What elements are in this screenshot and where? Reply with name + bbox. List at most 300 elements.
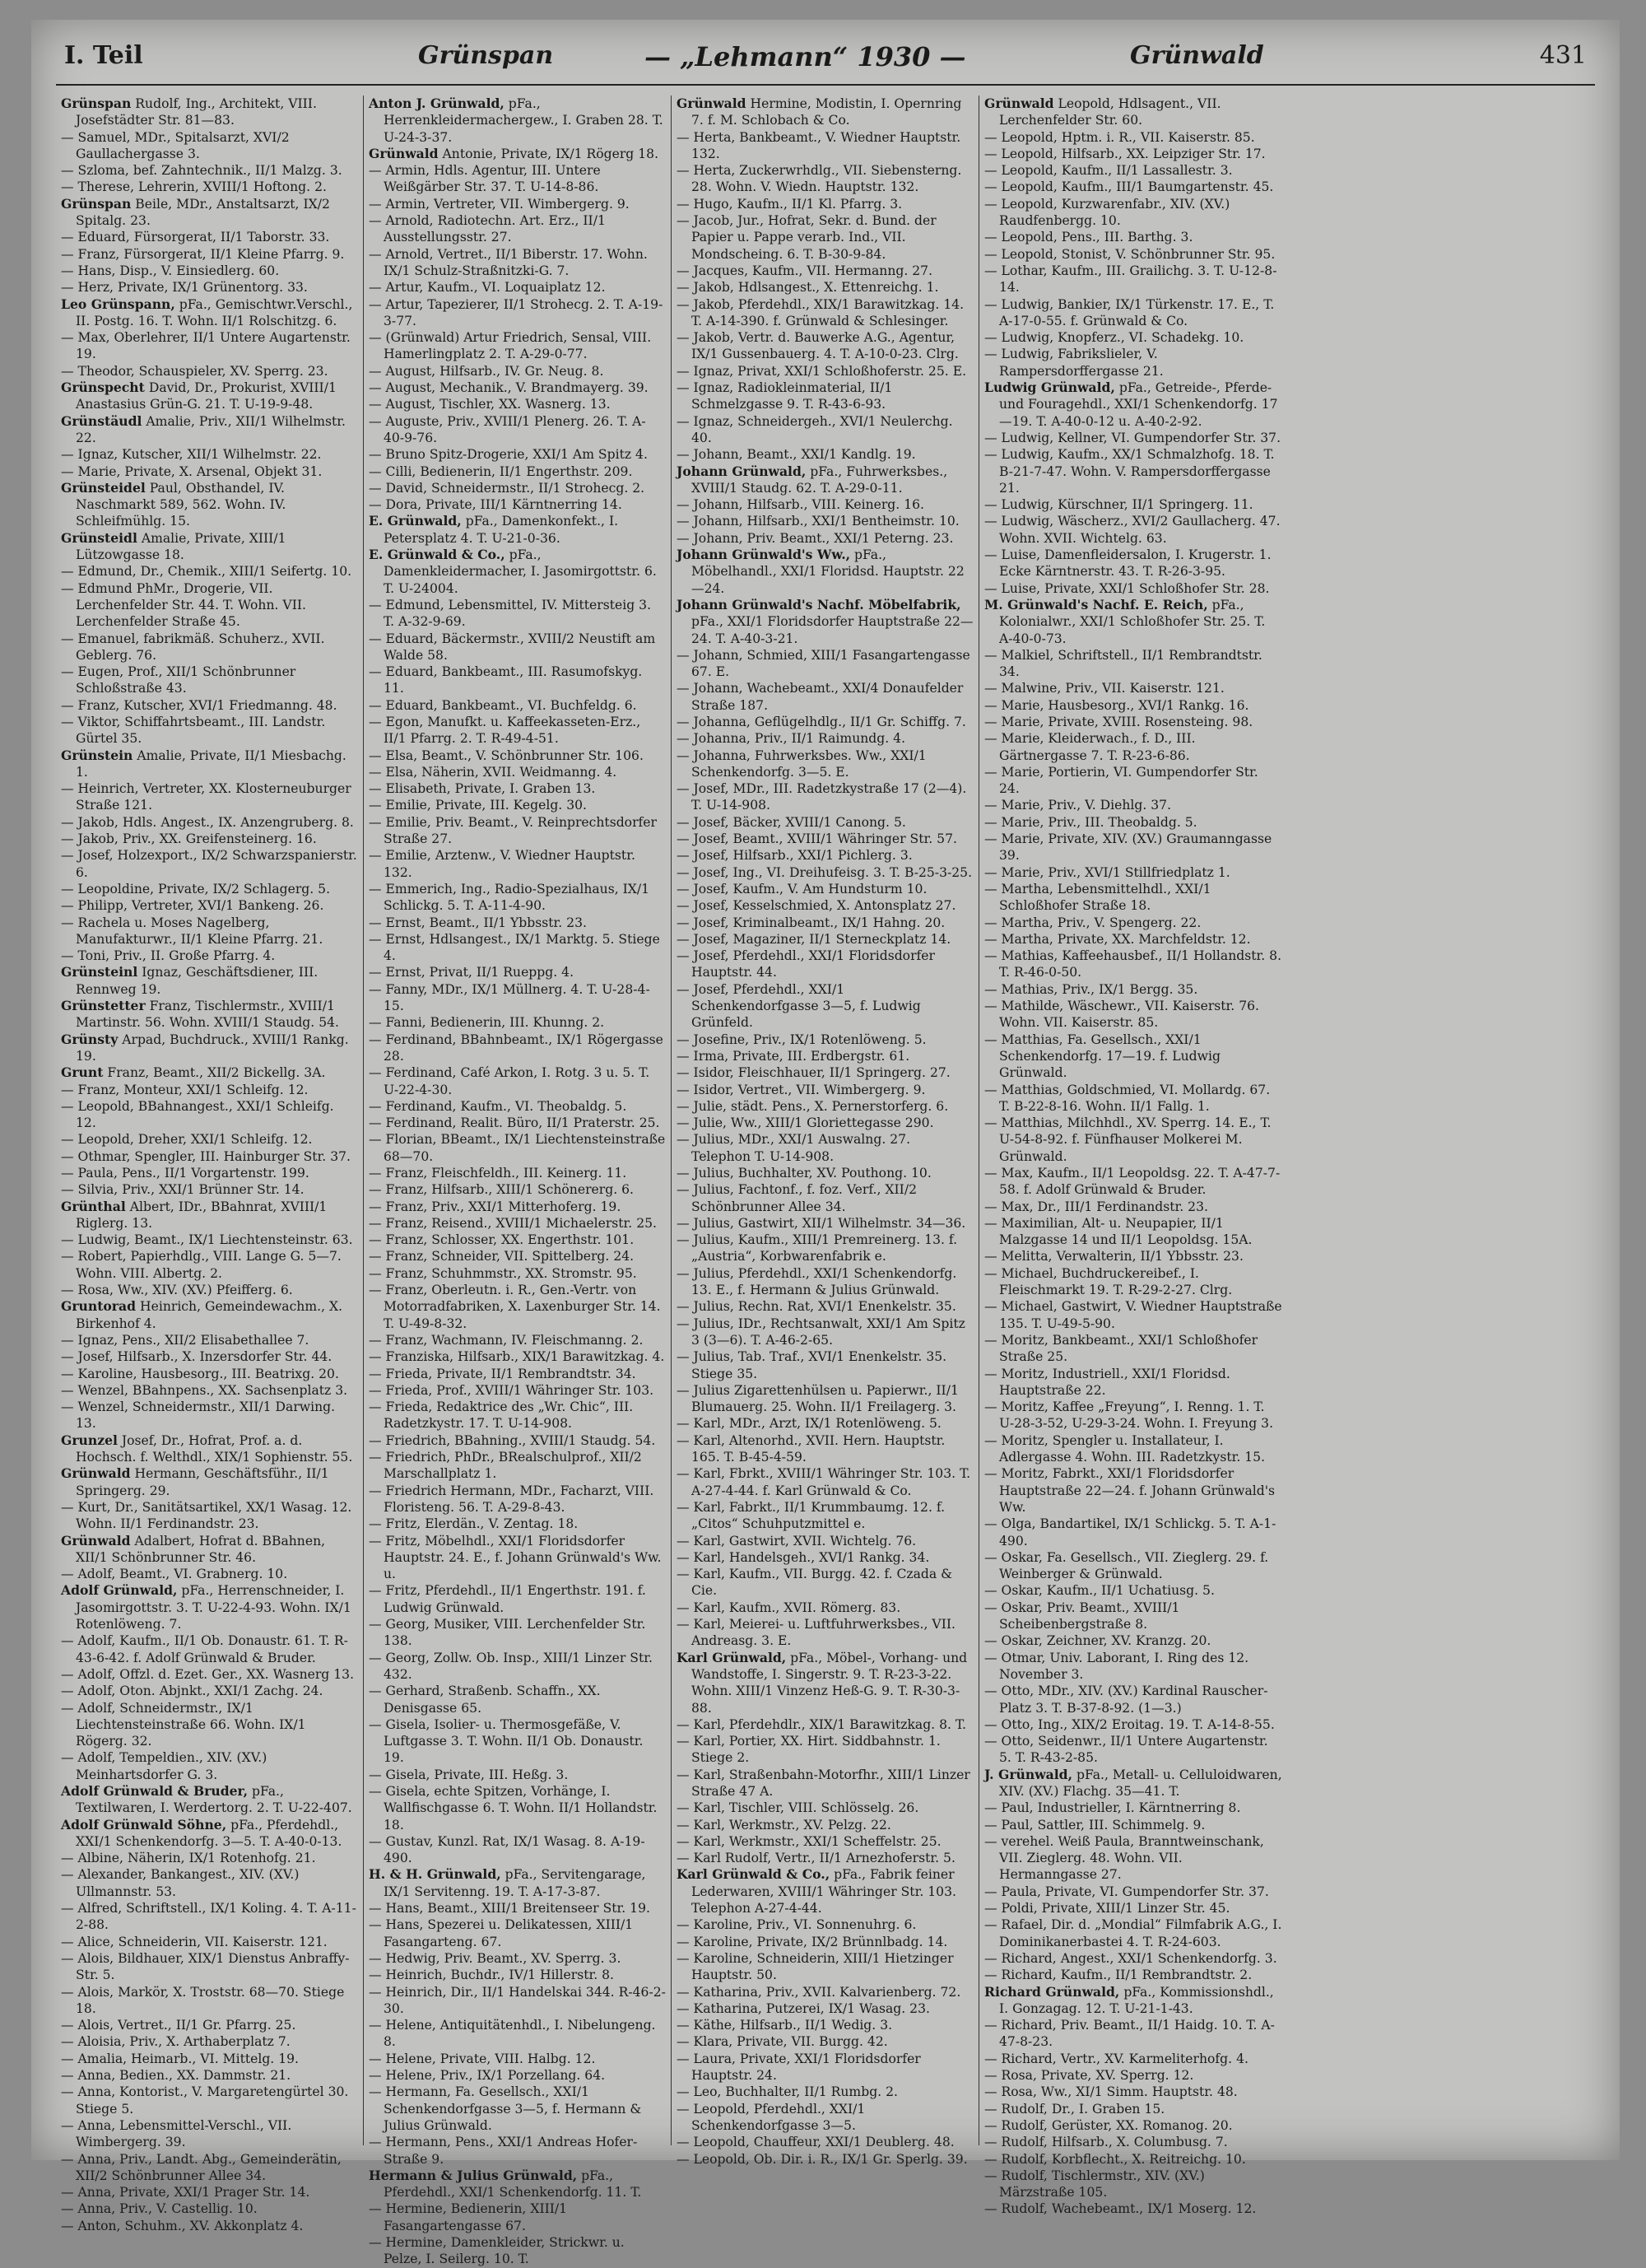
entry-details: — Anna, Priv., V. Castellig. 10. [61, 2201, 258, 2217]
entry-surname: Grünsteidl [61, 529, 137, 546]
entry-details: — Ignaz, Pens., XII/2 Elisabethallee 7. [61, 1332, 309, 1348]
directory-entry [984, 179, 1282, 195]
entry-details: pFa., Möbel-, Vorhang- und Wandstoffe, I. Singerstr. 9. T. R-23-3-22. Wohn. XIII/1 Vinzenz Heß-G. 9. T. R-30-3-88. [691, 1650, 968, 1716]
entry-details: — Marie, Private, XIV. (XV.) Graumanngasse 39. [984, 831, 1272, 864]
entry-details: — Katharina, Putzerei, IX/1 Wasag. 23. [677, 2000, 930, 2016]
entry-details: — Karl, Pferdehdlr., XIX/1 Barawitzkag. 8. T. [677, 1716, 966, 1732]
entry-details: — Georg, Musiker, VIII. Lerchenfelder Str. 138. [369, 1617, 646, 1649]
entry-details: — Franz, Monteur, XXI/1 Schleifg. 12. [61, 1082, 309, 1097]
entry-surname: Richard Grünwald, [984, 1983, 1120, 2000]
directory-entry [677, 1616, 974, 1650]
directory-entry [984, 1884, 1282, 1900]
entry-details: — Gisela, echte Spitzen, Vorhänge, I. Wallfischgasse 6. T. Wohn. II/1 Hollandstr. 18. [369, 1783, 658, 1833]
entry-details: — Ludwig, Fabrikslieler, V. Rampersdorffergasse 21. [984, 347, 1164, 379]
entry-details: — Johanna, Fuhrwerksbes. Ww., XXI/1 Schenkendorfg. 3—5. E. [677, 747, 927, 780]
directory-entry [61, 1282, 358, 1298]
directory-entry [677, 1415, 974, 1432]
directory-entry [984, 1582, 1282, 1599]
entry-details: — Paula, Pens., II/1 Vorgartenstr. 199. [61, 1166, 309, 1181]
directory-entry [369, 1833, 666, 1867]
entry-surname: M. Grünwald's Nachf. E. Reich, [984, 596, 1208, 612]
directory-entry [677, 881, 974, 897]
entry-details: — Fanni, Bedienerin, III. Khunng. 2. [369, 1015, 605, 1031]
directory-entry [61, 363, 358, 380]
entry-details: — Ernst, Privat, II/1 Rueppg. 4. [369, 965, 574, 980]
entry-details: Antonie, Private, IX/1 Rögerg 18. [438, 146, 659, 161]
entry-details: — Jakob, Pferdehdl., XIX/1 Barawitzkag. 14. T. A-14-390. f. Grünwald & Schlesinger. [677, 296, 965, 328]
directory-entry [984, 597, 1282, 647]
entry-surname: Grünstetter [61, 998, 146, 1014]
entry-details: — Isidor, Fleischhauer, II/1 Springerg. 27. [677, 1065, 951, 1081]
entry-surname: Grünsteidel [61, 479, 146, 496]
entry-details: — Leopoldine, Private, IX/2 Schlagerg. 5. [61, 881, 331, 896]
directory-entry [984, 1733, 1282, 1767]
entry-details: pFa., Gemischtwr.Verschl., II. Postg. 16. T. Wohn. II/1 Rolschitzg. 6. [76, 296, 353, 328]
entry-details: — Armin, Vertreter, VII. Wimbergerg. 9. [369, 196, 630, 212]
directory-entry [677, 1767, 974, 1800]
directory-entry [61, 480, 358, 530]
directory-entry [61, 2200, 358, 2217]
directory-entry [677, 162, 974, 196]
directory-entry [984, 2084, 1282, 2100]
entry-details: — Eduard, Bankbeamt., VI. Buchfeldg. 6. [369, 697, 637, 713]
entry-details: — Leopold, Ob. Dir. i. R., IX/1 Gr. Sperlg. 39. [677, 2151, 968, 2167]
directory-entry [369, 2200, 666, 2234]
directory-entry [984, 797, 1282, 813]
entry-details: — Arnold, Radiotechn. Art. Erz., II/1 Ausstellungsstr. 27. [369, 213, 606, 245]
entry-details: — Moritz, Spengler u. Installateur, I. Adlergasse 4. Wohn. III. Radetzkystr. 15. [984, 1432, 1266, 1465]
entry-details: — Eduard, Fürsorgerat, II/1 Taborstr. 33. [61, 230, 330, 245]
entry-details: — Käthe, Hilfsarb., II/1 Wedig. 3. [677, 2018, 893, 2033]
entry-details: — Adolf, Tempeldien., XIV. (XV.) Meinhartsdorfer G. 3. [61, 1750, 267, 1782]
entry-details: — Moritz, Kaffee „Freyung“, I. Renng. 1. T. U-28-3-52, U-29-3-24. Wohn. I. Freyung 3. [984, 1399, 1274, 1432]
entry-details: — Julius, Gastwirt, XII/1 Wilhelmstr. 34—36. [677, 1215, 966, 1231]
entry-surname: Grünwald [984, 95, 1054, 111]
directory-entry [369, 747, 666, 764]
directory-entry [984, 1549, 1282, 1583]
entry-details: pFa., Fabrik feiner Lederwaren, XVIII/1 Währinger Str. 103. Telephon A-27-4-44. [691, 1867, 956, 1916]
entry-details: — August, Tischler, XX. Wasnerg. 13. [369, 397, 611, 412]
entry-details: — Leo, Buchhalter, II/1 Rumbg. 2. [677, 2084, 898, 2100]
directory-entry [677, 2000, 974, 2017]
entry-details: — Alois, Bildhauer, XIX/1 Dienstus Anbraffy-Str. 5. [61, 1950, 350, 1983]
directory-entry [677, 263, 974, 279]
directory-entry [61, 2051, 358, 2067]
entry-details: — Poldi, Private, XIII/1 Linzer Str. 45. [984, 1901, 1230, 1916]
entry-details: Rudolf, Ing., Architekt, VIII. Josefstädter Str. 81—83. [76, 96, 317, 128]
directory-entry [369, 1181, 666, 1198]
entry-details: — Florian, BBeamt., IX/1 Liechtensteinstraße 68—70. [369, 1132, 666, 1164]
entry-details: — Fanny, MDr., IX/1 Müllnerg. 4. T. U-28-4-15. [369, 981, 650, 1014]
directory-entry [984, 1265, 1282, 1299]
entry-details: — Johanna, Priv., II/1 Raimundg. 4. [677, 731, 906, 747]
entry-details: — Ferdinand, Realit. Büro, II/1 Praterstr. 25. [369, 1115, 660, 1131]
directory-entry [984, 513, 1282, 547]
entry-details: — Karl, Fbrkt., XVIII/1 Währinger Str. 103. T. A-27-4-44. f. Karl Grünwald & Co. [677, 1466, 971, 1498]
entry-details: — Karl, MDr., Arzt, IX/1 Rotenlöweng. 5. [677, 1416, 942, 1432]
directory-entry [369, 1265, 666, 1282]
directory-entry [61, 1566, 358, 1582]
entry-details: — Emmerich, Ing., Radio-Spezialhaus, IX/1 Schlickg. 5. T. A-11-4-90. [369, 881, 650, 914]
entry-details: — Frieda, Prof., XVIII/1 Währinger Str. 103. [369, 1382, 654, 1398]
entry-details: — Rudolf, Korbflecht., X. Reitreichg. 10. [984, 2151, 1246, 2167]
directory-entry [984, 1366, 1282, 1399]
directory-entry [984, 1516, 1282, 1549]
directory-entry [61, 2184, 358, 2200]
entry-details: pFa., Kolonialwr., XXI/1 Schloßhofer Str. 25. T. A-40-0-73. [999, 597, 1266, 646]
directory-entry [984, 547, 1282, 580]
entry-details: — Anna, Private, XXI/1 Prager Str. 14. [61, 2185, 310, 2200]
entry-details: — Ignaz, Kutscher, XII/1 Wilhelmstr. 22. [61, 447, 322, 463]
entry-surname: Grünspecht [61, 380, 145, 396]
directory-entry [984, 1900, 1282, 1916]
directory-entry [677, 1265, 974, 1299]
entry-details: — Hans, Spezerei u. Delikatessen, XIII/1 Fasangarteng. 67. [369, 1917, 634, 1949]
entry-details: — Viktor, Schiffahrtsbeamt., III. Landstr. Gürtel 35. [61, 714, 326, 747]
entry-details: — Emilie, Private, III. Kegelg. 30. [369, 798, 588, 813]
directory-entry [677, 1098, 974, 1115]
directory-entry [61, 1199, 358, 1232]
entry-details: — Josef, Pferdehdl., XXI/1 Floridsdorfer Hauptstr. 44. [677, 948, 935, 980]
entry-details: — Oskar, Kaufm., II/1 Uchatiusg. 5. [984, 1583, 1215, 1599]
entry-details: — Ferdinand, Kaufm., VI. Theobaldg. 5. [369, 1098, 627, 1114]
directory-entry [61, 1934, 358, 1950]
directory-entry [677, 1950, 974, 1984]
entry-details: — Katharina, Priv., XVII. Kalvarienberg. 72. [677, 1984, 961, 2000]
entry-details: — Karl, Kaufm., VII. Burgg. 42. f. Czada & Cie. [677, 1567, 953, 1599]
entry-details: — Alfred, Schriftstell., IX/1 Koling. 4. T. A-11-2-88. [61, 1901, 356, 1933]
entry-details: — Friedrich, PhDr., BRealschulprof., XII/2 Marschallplatz 1. [369, 1450, 642, 1482]
directory-entry [984, 446, 1282, 496]
directory-entry [984, 1600, 1282, 1633]
entry-details: — Rosa, Ww., XIV. (XV.) Pfeifferg. 6. [61, 1283, 293, 1298]
directory-entry [61, 2117, 358, 2151]
directory-entry [677, 814, 974, 831]
directory-entry [677, 981, 974, 1032]
directory-entry [369, 146, 666, 162]
entry-details: — Franz, Schlosser, XX. Engerthstr. 101. [369, 1232, 635, 1248]
directory-entry [61, 1032, 358, 1065]
entry-details: — Matthias, Goldschmied, VI. Mollardg. 67. T. B-22-8-16. Wohn. II/1 Fallg. 1. [984, 1082, 1271, 1114]
entry-details: — Herta, Zuckerwrhdlg., VII. Siebensterng. 28. Wohn. V. Wiedn. Hauptstr. 132. [677, 163, 962, 195]
entry-details: pFa., XXI/1 Floridsdorfer Hauptstraße 22—24. T. A-40-3-21. [691, 614, 974, 646]
entry-details: — Elsa, Beamt., V. Schönbrunner Str. 106. [369, 747, 644, 763]
directory-entry [61, 179, 358, 195]
entry-surname: Ludwig Grünwald, [984, 380, 1115, 396]
directory-entry [984, 2117, 1282, 2134]
columns [56, 95, 1595, 2267]
entry-details: — Ignaz, Schneidergeh., XVI/1 Neulerchg. 40. [677, 413, 953, 445]
entry-details: — Rudolf, Hilfsarb., X. Columbusg. 7. [984, 2135, 1228, 2150]
directory-entry [369, 246, 666, 280]
entry-details: — Rudolf, Wachebeamt., IX/1 Moserg. 12. [984, 2201, 1257, 2217]
entry-details: — Otto, Seidenwr., II/1 Untere Augartenstr. 5. T. R-43-2-85. [984, 1734, 1268, 1766]
entry-details: — Matthias, Milchhdl., XV. Sperrg. 14. E., T. U-54-8-92. f. Fünfhauser Molkerei M. Grünwald. [984, 1115, 1272, 1164]
entry-details: — Leopold, Kaufm., III/1 Baumgartenstr. 45. [984, 179, 1274, 195]
entry-details: — Leopold, Kaufm., II/1 Lassallestr. 3. [984, 163, 1233, 179]
column-3 [672, 95, 979, 2167]
directory-entry [984, 915, 1282, 931]
directory-entry [677, 680, 974, 714]
entry-details: — Johann, Schmied, XIII/1 Fasangartengasse 67. E. [677, 647, 970, 680]
directory-entry [61, 1783, 358, 1817]
directory-entry [369, 1683, 666, 1716]
directory-entry [369, 1199, 666, 1215]
directory-entry [61, 129, 358, 163]
entry-details: — Johann, Priv. Beamt., XXI/1 Peterng. 23. [677, 530, 954, 546]
directory-entry [677, 864, 974, 881]
directory-entry [677, 1850, 974, 1866]
entry-details: — Leopold, Stonist, V. Schönbrunner Str. 95. [984, 246, 1276, 262]
directory-entry [369, 1115, 666, 1131]
entry-details: — Hermine, Bedienerin, XIII/1 Fasangartengasse 67. [369, 2201, 568, 2233]
directory-entry [677, 1866, 974, 1916]
header-rule [56, 84, 1595, 86]
directory-entry [369, 380, 666, 396]
directory-entry [369, 396, 666, 412]
directory-entry [677, 1115, 974, 1131]
entry-details: — Paul, Sattler, III. Schimmelg. 9. [984, 1817, 1206, 1833]
directory-entry [677, 2051, 974, 2084]
entry-details: Beile, MDr., Anstaltsarzt, IX/2 Spitalg. 23. [76, 196, 330, 229]
entry-details: — Josef, Holzexport., IX/2 Schwarzspanierstr. 6. [61, 848, 357, 880]
directory-entry [369, 1967, 666, 1983]
entry-details: — Michael, Buchdruckereibef., I. Fleischmarkt 19. T. R-29-2-27. Clrg. [984, 1265, 1233, 1298]
directory-entry [61, 1432, 358, 1466]
directory-entry [369, 1215, 666, 1232]
entry-details: — Johann, Hilfsarb., XXI/1 Bentheimstr. 10. [677, 514, 960, 529]
entry-details: pFa., Herrenkleidermachergew., I. Graben 28. T. U-24-3-37. [384, 96, 663, 145]
entry-details: — Melitta, Verwalterin, II/1 Ybbsstr. 23. [984, 1249, 1244, 1264]
directory-entry [369, 964, 666, 980]
entry-details: — Anna, Lebensmittel-Verschl., VII. Wimbergerg. 39. [61, 2117, 292, 2150]
entry-details: — Karl, Meierei- u. Luftfuhrwerksbes., VII. Andreasg. 3. E. [677, 1617, 956, 1649]
directory-entry [61, 780, 358, 814]
directory-entry [61, 1499, 358, 1533]
directory-entry [61, 2218, 358, 2234]
entry-details: — Leopold, Dreher, XXI/1 Schleifg. 12. [61, 1132, 313, 1148]
entry-details: — Jakob, Hdls. Angest., IX. Anzengruberg. 8. [61, 814, 354, 830]
entry-details: — Luise, Private, XXI/1 Schloßhofer Str. 28. [984, 580, 1270, 596]
entry-details: — Robert, Papierhdlg., VIII. Lange G. 5—7. Wohn. VIII. Albertg. 2. [61, 1249, 342, 1281]
directory-entry [369, 1866, 666, 1900]
directory-entry [369, 1064, 666, 1098]
directory-entry [61, 263, 358, 279]
directory-entry [677, 1984, 974, 2000]
entry-details: — Leopold, Pens., III. Barthg. 3. [984, 230, 1193, 245]
directory-entry [61, 948, 358, 964]
entry-surname: Adolf Grünwald, [61, 1582, 178, 1599]
entry-details: — Rosa, Private, XV. Sperrg. 12. [984, 2068, 1194, 2084]
directory-entry [677, 196, 974, 212]
directory-entry [984, 831, 1282, 864]
directory-entry [984, 1632, 1282, 1649]
entry-details: — Maximilian, Alt- u. Neupapier, II/1 Malzgasse 14 und II/1 Leopoldsg. 15A. [984, 1215, 1253, 1248]
entry-details: — Franz, Wachmann, IV. Fleischmanng. 2. [369, 1332, 644, 1348]
directory-entry [984, 1950, 1282, 1967]
entry-details: — Adolf, Offzl. d. Ezet. Ger., XX. Wasnerg 13. [61, 1666, 355, 1682]
directory-entry [61, 2017, 358, 2033]
entry-details: — Jakob, Priv., XX. Greifensteinerg. 16. [61, 831, 317, 847]
directory-entry [677, 597, 974, 647]
directory-entry [369, 2234, 666, 2268]
entry-details: — Martha, Private, XX. Marchfeldstr. 12. [984, 931, 1251, 947]
directory-entry [984, 2168, 1282, 2201]
directory-entry [61, 2084, 358, 2117]
directory-entry [61, 1382, 358, 1399]
directory-entry [984, 246, 1282, 263]
entry-surname: Grünsteinl [61, 964, 138, 980]
directory-entry [984, 1683, 1282, 1716]
entry-details: — Julius, Kaufm., XIII/1 Premreinerg. 13. f. „Austria“, Korbwarenfabrik e. [677, 1232, 958, 1264]
entry-details: — Rudolf, Tischlermstr., XIV. (XV.) Märzstraße 105. [984, 2168, 1205, 2200]
entry-details: — Alois, Markör, X. Troststr. 68—70. Stiege 18. [61, 1984, 345, 2016]
entry-details: — Karl, Werkmstr., XV. Pelzg. 22. [677, 1817, 891, 1833]
directory-entry [984, 580, 1282, 597]
directory-entry [369, 513, 666, 547]
directory-entry [984, 730, 1282, 764]
entry-details: — Martha, Lebensmittelhdl., XXI/1 Schloßhofer Straße 18. [984, 881, 1211, 914]
entry-details: — Karoline, Hausbesorg., III. Beatrixg. 20. [61, 1366, 339, 1381]
directory-entry [984, 95, 1282, 129]
directory-entry [61, 1683, 358, 1699]
directory-entry [984, 1817, 1282, 1833]
directory-entry [677, 1733, 974, 1767]
entry-details: — Leopold, Kurzwarenfabr., XIV. (XV.) Raudfenbergg. 10. [984, 196, 1230, 229]
directory-entry [369, 1716, 666, 1767]
directory-entry [677, 1549, 974, 1566]
entry-details: — Malkiel, Schriftstell., II/1 Rembrandtstr. 34. [984, 647, 1262, 680]
directory-entry [369, 797, 666, 813]
directory-entry [61, 1348, 358, 1365]
entry-details: — Anna, Priv., Landt. Abg., Gemeinderätin, XII/2 Schönbrunner Allee 34. [61, 2151, 342, 2183]
entry-details: — Leopold, Pferdehdl., XXI/1 Schenkendorfgasse 3—5. [677, 2101, 866, 2133]
entry-details: — Michael, Gastwirt, V. Wiedner Hauptstraße 135. T. U-49-5-90. [984, 1299, 1282, 1331]
directory-entry [677, 2017, 974, 2033]
entry-details: — Edmund PhMr., Drogerie, VII. Lerchenfelder Str. 44. T. Wohn. VII. Lerchenfelder Straße 45. [61, 580, 306, 630]
directory-entry [677, 463, 974, 497]
directory-entry [677, 1934, 974, 1950]
directory-entry [61, 1749, 358, 1783]
entry-details: — Helene, Priv., IX/1 Porzellang. 64. [369, 2068, 606, 2084]
entry-details: — Rafael, Dir. d. „Mondial“ Filmfabrik A.G., I. Dominikanerbastei 4. T. R-24-603. [984, 1917, 1282, 1949]
directory-entry [677, 1566, 974, 1600]
entry-surname: Anton J. Grünwald, [369, 95, 504, 111]
directory-entry [369, 1950, 666, 1967]
directory-entry [61, 329, 358, 363]
entry-details: — Herz, Private, IX/1 Grünentorg. 33. [61, 280, 308, 296]
directory-entry [61, 831, 358, 847]
entry-details: — Josef, Bäcker, XVIII/1 Canong. 5. [677, 814, 906, 830]
directory-entry [369, 95, 666, 146]
directory-entry [369, 1916, 666, 1950]
directory-entry [677, 1432, 974, 1466]
entry-details: — Hans, Beamt., XIII/1 Breitenseer Str. 19. [369, 1901, 650, 1916]
entry-details: — Franz, Fleischfeldh., III. Keinerg. 11. [369, 1166, 627, 1181]
entry-surname: E. Grünwald & Co., [369, 547, 505, 563]
entry-details: — August, Mechanik., V. Brandmayerg. 39. [369, 380, 649, 396]
entry-details: David, Dr., Prokurist, XVIII/1 Anastasius Grün-G. 21. T. U-19-9-48. [76, 380, 337, 412]
directory-entry [984, 1082, 1282, 1115]
entry-details: pFa., Möbelhandl., XXI/1 Floridsd. Hauptstr. 22—24. [691, 547, 965, 596]
directory-entry [677, 329, 974, 363]
entry-surname: Grünwald [61, 1532, 131, 1548]
entry-details: — Ernst, Hdlsangest., IX/1 Marktg. 5. Stiege 4. [369, 931, 660, 964]
entry-details: — Max, Oberlehrer, II/1 Untere Augartenstr. 19. [61, 330, 351, 362]
entry-details: — Karl, Altenorhd., XVII. Hern. Hauptstr. 165. T. B-45-4-59. [677, 1432, 946, 1465]
entry-details: — Theodor, Schauspieler, XV. Sperrg. 23. [61, 363, 328, 379]
entry-details: — Adolf, Schneidermstr., IX/1 Liechtensteinstraße 66. Wohn. IX/1 Rögerg. 32. [61, 1700, 306, 1749]
entry-details: — Marie, Kleiderwach., f. D., III. Gärtnergasse 7. T. R-23-6-86. [984, 731, 1196, 763]
directory-entry [984, 2051, 1282, 2067]
directory-entry [369, 496, 666, 513]
entry-surname: Grunzel [61, 1432, 118, 1448]
directory-entry [61, 1064, 358, 1081]
directory-entry [677, 1232, 974, 1265]
entry-details: — Franz, Schneider, VII. Spittelberg. 24. [369, 1249, 635, 1264]
entry-details: — Paul, Industrieller, I. Kärntnerring 8. [984, 1800, 1241, 1816]
directory-entry [369, 2084, 666, 2134]
directory-entry [61, 530, 358, 564]
entry-details: — Josef, MDr., III. Radetzkystraße 17 (2—4). T. U-14-908. [677, 781, 967, 813]
directory-entry [984, 881, 1282, 915]
directory-entry [984, 2151, 1282, 2168]
entry-surname: E. Grünwald, [369, 513, 462, 529]
directory-entry [984, 1767, 1282, 1800]
entry-details: — (Grünwald) Artur Friedrich, Sensal, VIII. Hamerlingplatz 2. T. A-29-0-77. [369, 330, 652, 362]
entry-details: — Julius Zigarettenhülsen u. Papierwr., II/1 Blumauerg. 25. Wohn. II/1 Freilagerg. 3. [677, 1382, 959, 1415]
directory-entry [677, 279, 974, 296]
directory-entry [677, 1048, 974, 1064]
entry-details: — verehel. Weiß Paula, Branntweinschank, VII. Zieglerg. 48. Wohn. VII. Hermanngasse 27. [984, 1833, 1264, 1883]
directory-entry [984, 1215, 1282, 1249]
directory-entry [61, 1465, 358, 1499]
entry-details: Heinrich, Gemeindewachm., X. Birkenhof 4. [76, 1299, 343, 1331]
entry-surname: Johann Grünwald's Nachf. Möbelfabrik, [677, 596, 961, 612]
directory-entry [61, 747, 358, 781]
directory-entry [677, 730, 974, 747]
entry-details: — Julius, Buchhalter, XV. Pouthong. 10. [677, 1166, 932, 1181]
directory-entry [984, 1967, 1282, 1983]
entry-details: — Otto, Ing., XIX/2 Eroitag. 19. T. A-14-8-55. [984, 1716, 1275, 1732]
directory-entry [61, 1298, 358, 1332]
entry-details: — Frieda, Redaktrice des „Wr. Chic“, III. Radetzkystr. 17. T. U-14-908. [369, 1399, 634, 1432]
entry-details: — Laura, Private, XXI/1 Floridsdorfer Hauptstr. 24. [677, 2051, 921, 2084]
directory-entry [369, 1432, 666, 1449]
entry-details: — Toni, Priv., II. Große Pfarrg. 4. [61, 948, 276, 964]
entry-details: — Karl, Werkmstr., XXI/1 Scheffelstr. 25. [677, 1833, 942, 1849]
column-1 [56, 95, 364, 2233]
directory-entry [984, 2017, 1282, 2051]
directory-entry [369, 1382, 666, 1399]
entry-details: — Julius, Pferdehdl., XXI/1 Schenkendorfg. 13. E., f. Hermann & Julius Grünwald. [677, 1265, 957, 1298]
directory-entry [677, 1916, 974, 1933]
entry-details: Arpad, Buchdruck., XVIII/1 Rankg. 19. [76, 1032, 349, 1064]
directory-entry [369, 1366, 666, 1382]
entry-surname: Hermann & Julius Grünwald, [369, 2167, 578, 2183]
directory-entry [61, 1866, 358, 1900]
directory-entry [61, 1082, 358, 1098]
entry-details: — Karoline, Schneiderin, XIII/1 Hietzinger Hauptstr. 50. [677, 1950, 954, 1983]
directory-entry [61, 1399, 358, 1432]
entry-details: — Therese, Lehrerin, XVIII/1 Hoftong. 2. [61, 179, 327, 195]
directory-entry [369, 446, 666, 463]
entry-details: — Franz, Fürsorgerat, II/1 Kleine Pfarrg. 9. [61, 246, 345, 262]
entry-surname: Gruntorad [61, 1298, 137, 1315]
entry-details: — Rosa, Ww., XI/1 Simm. Hauptstr. 48. [984, 2084, 1238, 2100]
entry-surname: Grünspan [61, 95, 132, 111]
directory-entry [61, 1165, 358, 1181]
